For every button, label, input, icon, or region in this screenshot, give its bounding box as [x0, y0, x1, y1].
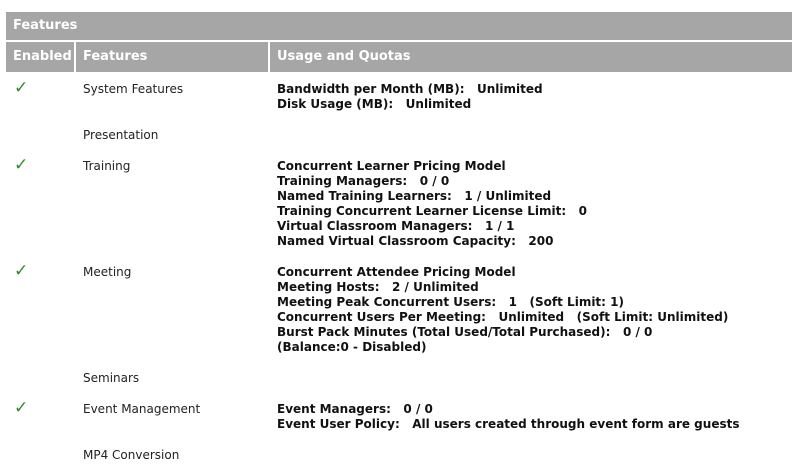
usage-line: Concurrent Learner Pricing Model: [277, 159, 506, 173]
feature-name: System Features: [83, 82, 184, 96]
enabled-cell: [6, 398, 76, 432]
table-row: [6, 78, 792, 112]
enabled-cell: [6, 261, 76, 355]
feature-name: Event Management: [83, 402, 201, 416]
table-row: [6, 128, 792, 143]
panel-title: Features: [6, 12, 792, 40]
enabled-cell: [6, 155, 76, 249]
feature-name: MP4 Conversion: [83, 448, 180, 462]
usage-line: Concurrent Attendee Pricing Model: [277, 265, 516, 279]
table-row: [6, 448, 792, 463]
usage-line: Concurrent Users Per Meeting: Unlimited (Soft Limit: Unlimited): [277, 310, 729, 324]
checkmark-icon: ✓: [14, 398, 29, 418]
checkmark-icon: ✓: [14, 78, 29, 98]
feature-name: Meeting: [83, 265, 132, 279]
usage-quotas: [270, 371, 792, 386]
usage-line: Named Virtual Classroom Capacity: 200: [277, 234, 554, 248]
table-row: [6, 371, 792, 386]
column-header-features: Features: [76, 42, 268, 72]
usage-line: Meeting Peak Concurrent Users: 1 (Soft Limit: 1): [277, 295, 624, 309]
features-panel: [6, 12, 792, 462]
usage-line: Event User Policy: All users created through event form are guests: [277, 417, 740, 431]
usage-line: Training Concurrent Learner License Limit: 0: [277, 204, 588, 218]
feature-name: Seminars: [83, 371, 140, 385]
enabled-cell: [6, 128, 76, 143]
usage-line: Disk Usage (MB): Unlimited: [277, 97, 472, 111]
table-row: [6, 261, 792, 355]
usage-line: Named Training Learners: 1 / Unlimited: [277, 189, 552, 203]
feature-name: Training: [83, 159, 131, 173]
checkmark-icon: ✓: [14, 261, 29, 281]
usage-line: Event Managers: 0 / 0: [277, 402, 433, 416]
checkmark-icon: ✓: [14, 155, 29, 175]
enabled-cell: [6, 371, 76, 386]
table-header: [6, 42, 792, 72]
usage-quotas: [270, 82, 792, 112]
table-row: [6, 155, 792, 249]
enabled-cell: [6, 448, 76, 463]
usage-line: Bandwidth per Month (MB): Unlimited: [277, 82, 543, 96]
usage-line: Meeting Hosts: 2 / Unlimited: [277, 280, 479, 294]
usage-line: Virtual Classroom Managers: 1 / 1: [277, 219, 515, 233]
usage-line: Burst Pack Minutes (Total Used/Total Purchased): 0 / 0: [277, 325, 653, 339]
usage-line: Training Managers: 0 / 0: [277, 174, 450, 188]
usage-quotas: [270, 265, 792, 355]
feature-name: Presentation: [83, 128, 159, 142]
usage-line: (Balance:0 - Disabled): [277, 340, 427, 354]
column-header-enabled: Enabled: [6, 42, 74, 72]
usage-quotas: [270, 448, 792, 463]
column-header-usage: Usage and Quotas: [270, 42, 792, 72]
usage-quotas: [270, 128, 792, 143]
table-row: [6, 398, 792, 432]
usage-quotas: [270, 159, 792, 249]
usage-quotas: [270, 402, 792, 432]
enabled-cell: [6, 78, 76, 112]
